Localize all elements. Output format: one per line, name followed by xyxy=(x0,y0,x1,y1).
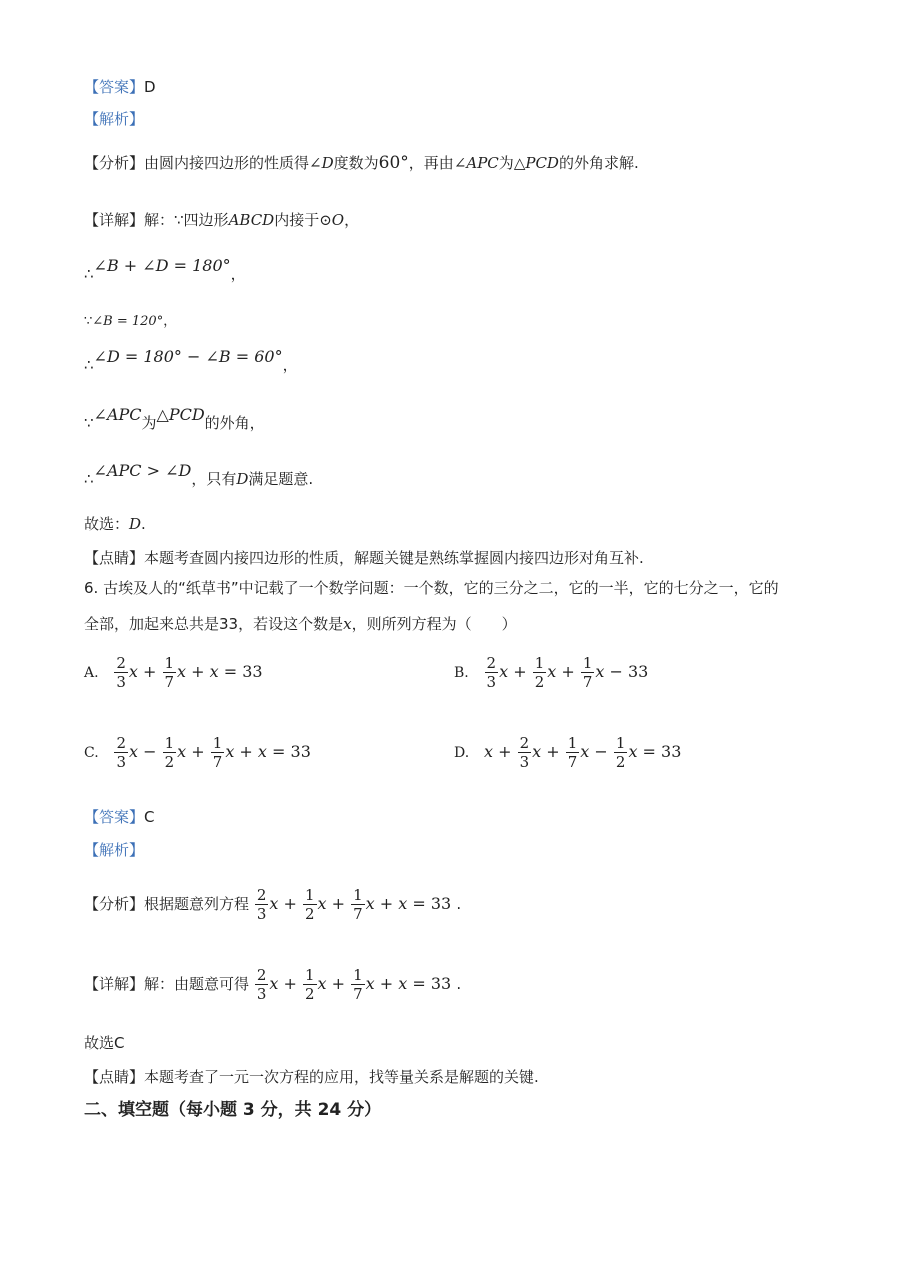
q6-dianjing-text: 本题考查了一元一次方程的应用，找等量关系是解题的关键. xyxy=(144,1068,539,1086)
q5-step5-d: D xyxy=(236,470,249,488)
q5-step3 xyxy=(84,347,298,375)
q5-choose-line xyxy=(84,514,146,534)
q6-xiangjie-period: . xyxy=(456,975,462,993)
q6-fenxi-equation: $\frac{2}{3}$ x + $\frac{1}{2}$ x + $\frac{1}{7}$ x + x = 33 xyxy=(256,886,452,923)
q5-step5-expr: ∠APC > ∠D xyxy=(93,461,192,480)
option-b-expr: $\frac{2}{3}$ x + $\frac{1}{2}$ x + $\frac{1}{7}$ x − 33 xyxy=(486,654,649,691)
q6-xiangjie-equation: $\frac{2}{3}$ x + $\frac{1}{2}$ x + $\frac{1}{7}$ x + x = 33 xyxy=(256,966,452,1003)
q6-xiangjie-line xyxy=(84,962,461,1006)
q5-choose-2: . xyxy=(141,515,146,533)
q5-choose-d: D xyxy=(129,515,142,533)
q6-stem-x: x xyxy=(343,615,352,633)
option-label: C. xyxy=(84,745,99,761)
q6-answer-value: C xyxy=(144,808,155,826)
q6-stem-line1: 6. 古埃及人的“纸草书”中记载了一个数学问题：一个数，它的三分之二，它的一半，它的七分之一，它的 xyxy=(84,579,779,597)
q5-fenxi-5: 的外角求解. xyxy=(558,154,639,172)
q6-dianjing-line xyxy=(84,1067,539,1087)
q6-fenxi-period: . xyxy=(456,895,462,913)
fraction: $\frac{1}{7}$ xyxy=(212,734,223,771)
q5-dianjing-line xyxy=(84,548,644,568)
q5-step4-pcd: △PCD xyxy=(156,405,205,424)
therefore-symbol: ∴ xyxy=(84,265,94,283)
q5-fenxi-line xyxy=(84,153,639,173)
q6-fenxi-line xyxy=(84,882,461,926)
q5-fenxi-apc: ∠APC xyxy=(453,154,499,172)
q5-fenxi-2: 度数为 xyxy=(333,154,379,172)
q5-xiangjie-tag: 【详解】 xyxy=(84,211,145,229)
q6-stem-line2 xyxy=(84,614,517,634)
q5-fenxi-angle-d: ∠D xyxy=(309,154,334,172)
option-c-expr: $\frac{2}{3}$ x − $\frac{1}{2}$ x + $\frac{1}{7}$ x + x = 33 xyxy=(116,734,311,771)
q6-xiangjie-text: 解：由题意可得 xyxy=(144,975,250,993)
therefore-symbol: ∴ xyxy=(84,356,94,374)
fraction: $\frac{1}{2}$ xyxy=(304,886,315,923)
q6-fenxi-tag: 【分析】 xyxy=(84,895,145,913)
fraction: $\frac{2}{3}$ xyxy=(519,734,530,771)
fraction: $\frac{1}{2}$ xyxy=(534,654,545,691)
q5-fenxi-pcd: △PCD xyxy=(513,154,559,172)
q5-step1-comma: ， xyxy=(230,265,246,283)
q6-dianjing-tag: 【点睛】 xyxy=(84,1068,145,1086)
section-heading: 二、填空题（每小题 3 分，共 24 分） xyxy=(84,1100,382,1120)
fraction: $\frac{2}{3}$ xyxy=(256,886,267,923)
q5-xj-2: 内接于 xyxy=(274,211,320,229)
q5-xj-1: 解：∵四边形 xyxy=(144,211,229,229)
q6-stem-2b: ，则所列方程为（ ） xyxy=(351,615,517,633)
q5-xiangjie-line xyxy=(84,210,359,230)
q5-answer-line xyxy=(84,77,156,97)
q6-stem-2a: 全部，加起来总共是33，若设这个数是 xyxy=(84,615,344,633)
q6-option-a xyxy=(84,650,263,695)
q6-fenxi-text: 根据题意列方程 xyxy=(144,895,250,913)
q5-dianjing-text: 本题考查圆内接四边形的性质，解题关键是熟练掌握圆内接四边形对角互补. xyxy=(144,549,644,567)
fraction: $\frac{2}{3}$ xyxy=(486,654,497,691)
q5-fenxi-1: 由圆内接四边形的性质得 xyxy=(144,154,310,172)
because-symbol: ∵ xyxy=(84,414,94,432)
q5-dianjing-tag: 【点睛】 xyxy=(84,549,145,567)
q6-option-d xyxy=(454,730,681,775)
because-symbol: ∵ xyxy=(84,314,93,329)
fraction: $\frac{1}{7}$ xyxy=(582,654,593,691)
q5-step1 xyxy=(84,256,246,284)
q6-option-b xyxy=(454,650,648,695)
q5-fenxi-tag: 【分析】 xyxy=(84,154,145,172)
q5-xj-abcd: ABCD xyxy=(228,211,275,229)
q6-analysis-tag: 【解析】 xyxy=(84,841,145,859)
fraction: $\frac{1}{7}$ xyxy=(164,654,175,691)
q5-analysis-tag: 【解析】 xyxy=(84,110,145,128)
q5-fenxi-3: ，再由 xyxy=(408,154,454,172)
q5-step4-rest: 的外角， xyxy=(204,414,265,432)
option-a-expr: $\frac{2}{3}$ x + $\frac{1}{7}$ x + x = 33 xyxy=(116,654,263,691)
q5-step4-wei: 为 xyxy=(141,414,157,432)
fraction: $\frac{1}{2}$ xyxy=(164,734,175,771)
fraction: $\frac{1}{7}$ xyxy=(353,966,363,1003)
q5-choose-1: 故选： xyxy=(84,515,130,533)
fraction: $\frac{2}{3}$ xyxy=(256,966,267,1003)
q5-answer-value: D xyxy=(144,78,156,96)
fraction: $\frac{1}{2}$ xyxy=(615,734,626,771)
q6-option-c xyxy=(84,730,311,775)
q5-step2 xyxy=(84,312,176,332)
q5-step5-1: ，只有 xyxy=(191,470,237,488)
q5-step1-expr: ∠B + ∠D = 180° xyxy=(93,256,231,275)
q5-step4-apc: ∠APC xyxy=(93,405,142,424)
q5-fenxi-60: 60° xyxy=(378,153,409,173)
q6-xiangjie-tag: 【详解】 xyxy=(84,975,145,993)
q5-xj-3: ， xyxy=(344,211,360,229)
fraction: $\frac{2}{3}$ xyxy=(116,654,126,691)
q6-answer-line xyxy=(84,807,155,827)
fraction: $\frac{1}{7}$ xyxy=(353,886,363,923)
q5-xj-o: ⊙O xyxy=(319,211,345,229)
fraction: $\frac{2}{3}$ xyxy=(116,734,126,771)
q5-step4 xyxy=(84,405,265,433)
q5-step2-comma: ， xyxy=(163,314,177,329)
fraction: $\frac{1}{7}$ xyxy=(567,734,578,771)
q5-step2-expr: ∠B = 120° xyxy=(92,314,164,329)
q6-answer-tag: 【答案】 xyxy=(84,808,145,826)
fraction: $\frac{1}{2}$ xyxy=(304,966,315,1003)
q5-fenxi-4: 为 xyxy=(498,154,514,172)
therefore-symbol: ∴ xyxy=(84,470,94,488)
option-label: B. xyxy=(454,665,469,681)
q6-choose: 故选C xyxy=(84,1034,125,1052)
q5-step5-2: 满足题意. xyxy=(248,470,314,488)
q5-answer-tag: 【答案】 xyxy=(84,78,145,96)
q5-step3-expr: ∠D = 180° − ∠B = 60° xyxy=(93,347,283,366)
option-d-expr: x + $\frac{2}{3}$ x + $\frac{1}{7}$ x − $\frac{1}{2}$ x = 33 xyxy=(483,734,682,771)
q5-step5 xyxy=(84,461,314,489)
option-label: A. xyxy=(84,665,99,681)
option-label: D. xyxy=(454,745,470,761)
q5-step3-comma: ， xyxy=(282,356,298,374)
